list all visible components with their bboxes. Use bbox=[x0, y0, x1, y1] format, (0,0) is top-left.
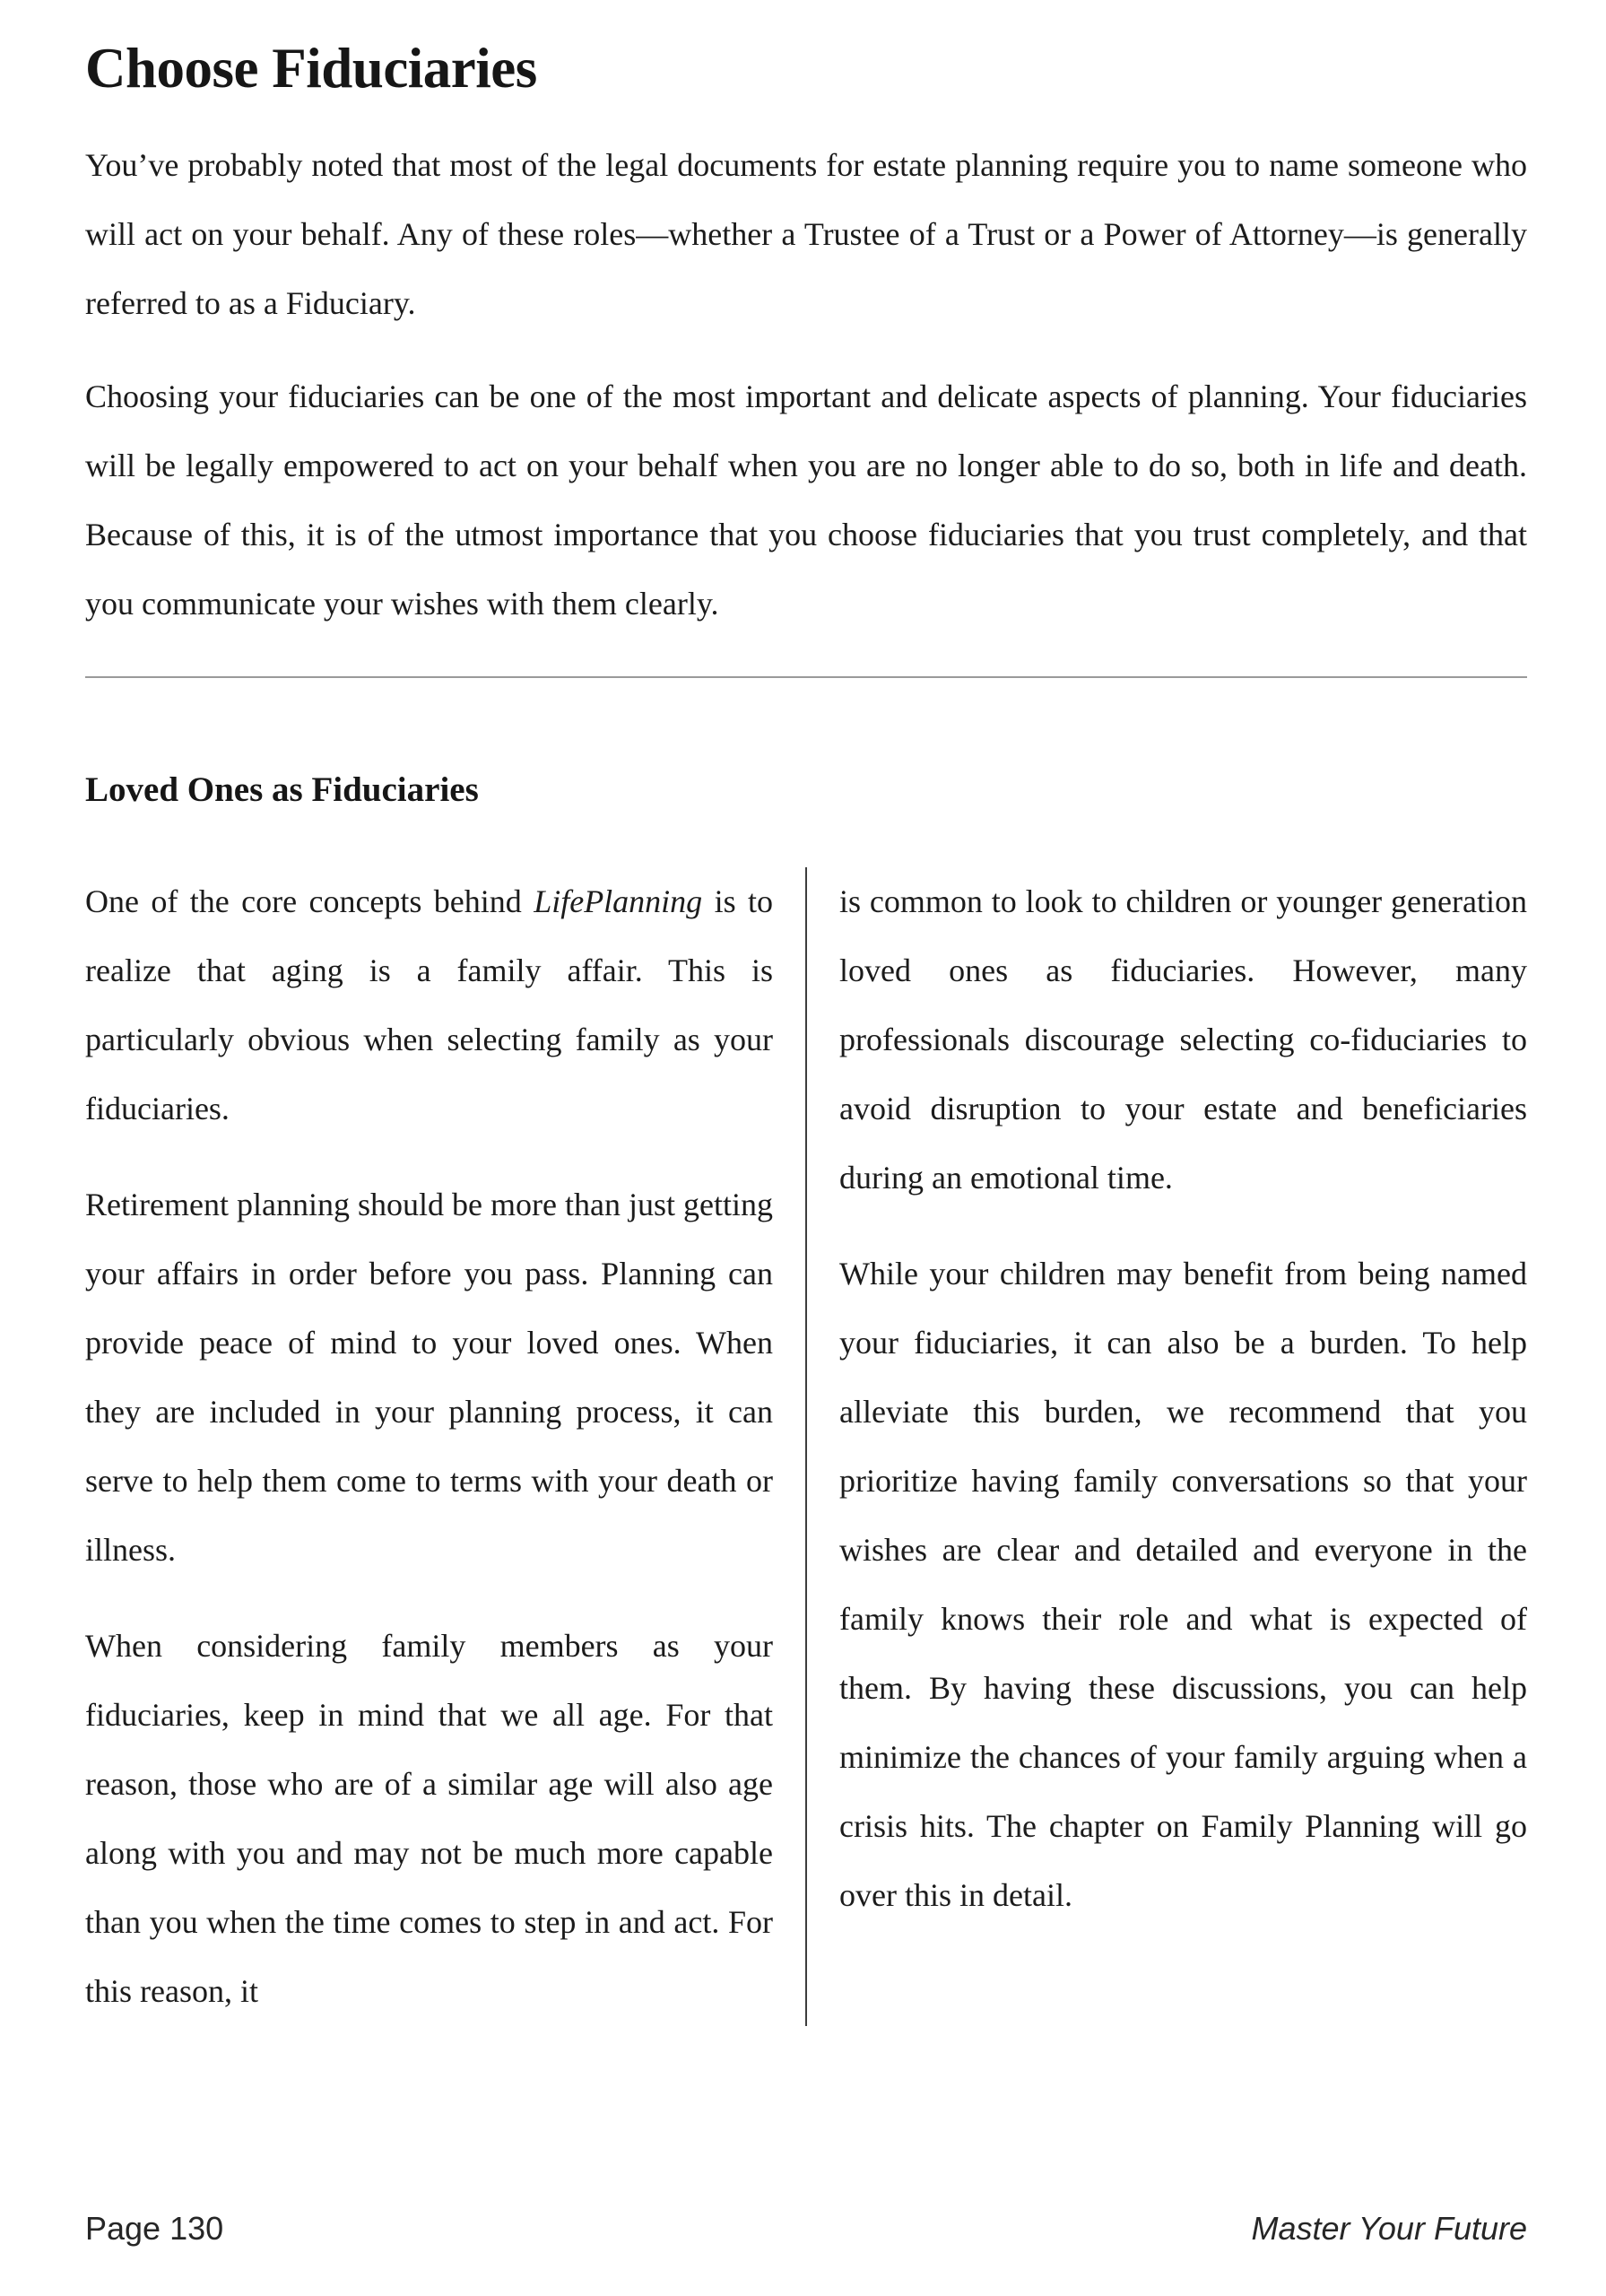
intro-paragraph-1: You’ve probably noted that most of the legal documents for estate planning require you to name someone who will act on your behalf. Any of these roles—whether a Trustee of a Trust or a Power of Attorney—is generally referred to as a Fiduciary. bbox=[85, 147, 1527, 322]
right-column-paragraph-2: While your children may benefit from being named your fiduciaries, it can also be a burden. To help alleviate this burden, we recommend that you prioritize having family conversations so that your wishes are clear and detailed and everyone in the family knows their role and what is expected of them. By having these discussions, you can help minimize the chances of your family arguing when a crisis hits. The chapter on Family Planning will go over this in detail. bbox=[839, 1256, 1527, 1914]
two-column-text bbox=[85, 867, 1527, 2026]
left-column-paragraph-2: Retirement planning should be more than just getting your affairs in order before you pass. Planning can provide peace of mind to your loved ones. When they are included in your planning process, it can serve to help them come to terms with your death or illness. bbox=[85, 1187, 773, 1569]
page-number: Page 130 bbox=[85, 2210, 224, 2247]
section-divider-rule bbox=[85, 676, 1527, 678]
right-column-paragraph-1: is common to look to children or younger generation loved ones as fiduciaries. However, many professionals discourage selecting co-fiduciaries to avoid disruption to your estate and beneficiaries during an emotional time. bbox=[839, 883, 1527, 1196]
left-column-paragraph-1 bbox=[85, 867, 773, 1144]
page-footer bbox=[85, 2210, 1527, 2248]
page-title: Choose Fiduciaries bbox=[85, 37, 537, 100]
section-heading: Loved Ones as Fiduciaries bbox=[85, 770, 479, 810]
left-p1-text-before: One of the core concepts behind bbox=[85, 883, 534, 920]
left-p1-italic-term: LifePlanning bbox=[534, 883, 703, 920]
left-column-paragraph-3: When considering family members as your fiduciaries, keep in mind that we all age. For that reason, those who are of a similar age will also age along with you and may not be much more capable than you when the time comes to step in and act. For this reason, it bbox=[85, 1628, 773, 2010]
book-title: Master Your Future bbox=[1251, 2210, 1527, 2247]
left-p1-text-after: is to realize that aging is a family affair. This is particularly obvious when selecting family as your fiduciaries. bbox=[85, 883, 773, 1127]
right-column bbox=[807, 867, 1527, 2026]
left-column bbox=[85, 867, 805, 2026]
intro-paragraph-2: Choosing your fiduciaries can be one of the most important and delicate aspects of planning. Your fiduciaries will be legally empowered to act on your behalf when you are no longer able to do so, both in life and death. Because of this, it is of the utmost importance that you choose fiduciaries that you trust completely, and that you communicate your wishes with them clearly. bbox=[85, 378, 1527, 622]
